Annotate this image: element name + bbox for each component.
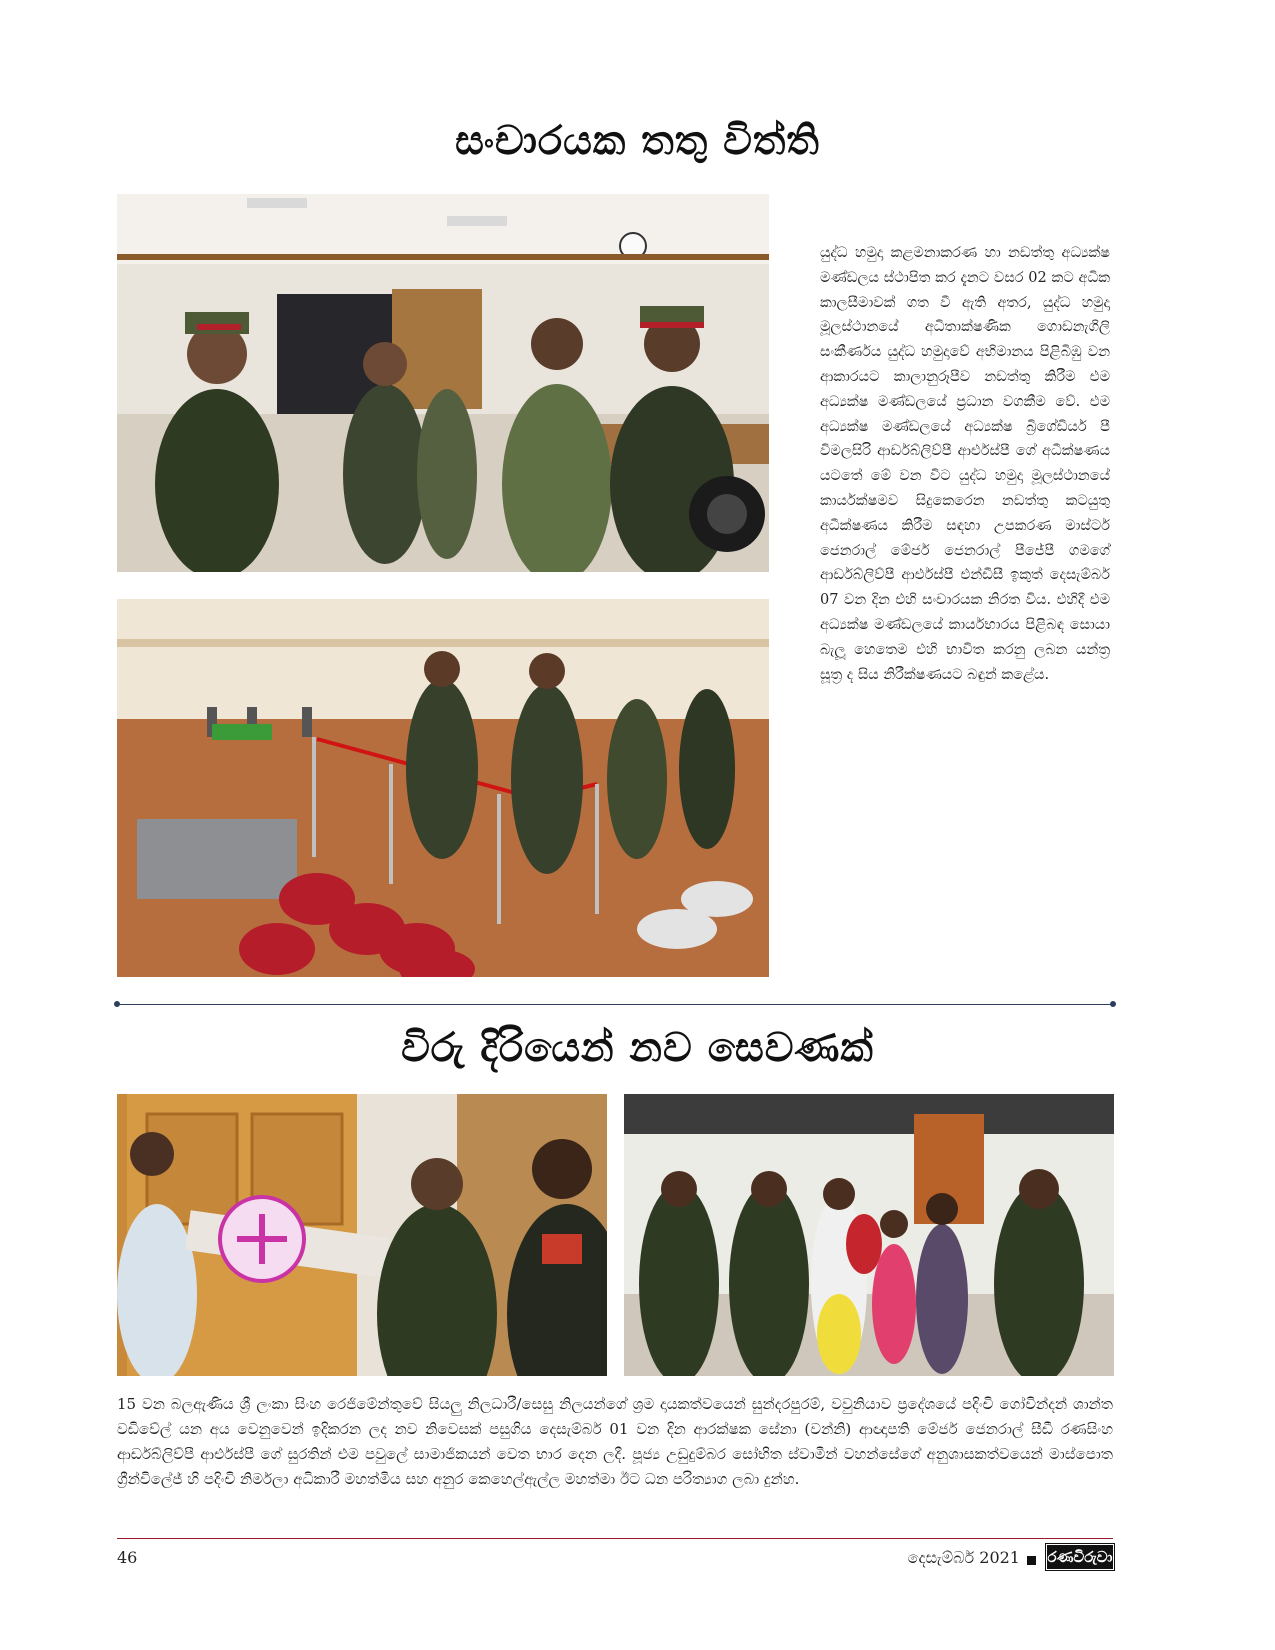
- issue-date: දෙසැම්බර් 2021: [907, 1548, 1020, 1567]
- magazine-logo: රණවිරුවා: [1045, 1543, 1115, 1571]
- photo-office-inspection: [117, 194, 769, 572]
- photo-house-handover-group: [624, 1094, 1114, 1376]
- divider-dot-left: [114, 1001, 120, 1007]
- page-number: 46: [117, 1548, 138, 1567]
- article-body-viru-diriyen: 15 වන බලඇණිය ශ්‍රී ලංකා සිංහ රෙජිමේන්තුවේ සියලු නිලධාරී/සෙසු නිලයන්ගේ ශ්‍රම දායකත්වයෙන් සුන්දරපුරම්, වවුනියාව ප්‍රදේශයේ පදිංචි ගෝවින්දන් ශාන්ත වඩිවේල් යන අය වෙනුවෙන් ඉදිකරන ලද නව නිවෙසක් පසුගිය දෙසැම්බර් 01 වන දින ආරක්ෂක සේනා (වන්නි) ආඥාපති මේජර් ජෙනරාල් සීඩී රණසිංහ ආර්ඩබ්ලිව්පී ආර්එස්පී ගේ සුරතින් එම පවුලේ සාමාජිකයන් වෙත භාර දෙන ලදී. පූජ්‍ය උඩුදුම්බර සෝභිත ස්වාමීන් වහන්සේගේ අනුශාසකත්වයෙන් මාස්පොත ග්‍රීන්විලේජ් හි පදිංචි නිර්මලා අධිකාරී මහත්මිය සහ අනුර කෙහෙල්ඇල්ල මහත්මා ඊට ධන පරිත්‍යාග ලබා දුන්හ.: [117, 1395, 1113, 1488]
- divider-dot-right: [1110, 1001, 1116, 1007]
- article-body-sanchaarayaka: යුද්ධ හමුදා කළමනාකරණ හා නඩත්තු අධ්‍යක්ෂ මණ්ඩලය ස්ථාපිත කර දැනට වසර 02 කට අධික කාලසීමාවක් ගත වී ඇති අතර, යුද්ධ හමුදා මූලස්ථානයේ අධිතාක්ෂණික ගොඩනැගිලි සංකීර්ණය යුද්ධ හමුදාවේ අභිමානය පිළිබිඹු වන ආකාරයට කාලානුරූපීව නඩත්තු කිරීම එම අධ්‍යක්ෂ මණ්ඩලයේ ප්‍රධාන වගකීම වේ. එම අධ්‍යක්ෂ මණ්ඩලයේ අධ්‍යක්ෂ බ්‍රිගේඩියර් පී විමලසිරි ආර්ඩබ්ලිව්පී ආර්එස්පී ගේ අධීක්ෂණය යටතේ මේ වන විට යුද්ධ හමුදා මූලස්ථානයේ කාර්යක්ෂමව සිදුකෙරෙන නඩත්තු කටයුතු අධීක්ෂණය කිරීම සඳහා උපකරණ මාස්ටර් ජෙනරාල් මේජර් ජෙනරාල් පීජේපී ගමගේ ආර්ඩබ්ලිව්පී ආර්එස්පී එන්ඩීසී ඉකුත් දෙසැම්බර් 07 වන දින එහි සංචාරයක නිරත විය. එහිදී එම අධ්‍යක්ෂ මණ්ඩලයේ කාර්යභාරය පිළිබඳ සොයා බැලූ හෙතෙම එහි භාවිත කරනු ලබන යන්ත්‍ර සූත්‍ර ද සිය නිරීක්ෂණයට බඳුන් කළේය.: [820, 245, 1110, 683]
- photo-equipment-display: [117, 599, 769, 977]
- photo-key-handover: [117, 1094, 607, 1376]
- footer-separator-square: [1027, 1556, 1036, 1565]
- headline-viru-diriyen: විරු දිරියෙන් නව සෙවණක්: [401, 1025, 874, 1071]
- footer-rule: [117, 1538, 1113, 1539]
- headline-sanchaarayaka: සංචාරයක තතු විත්ති: [455, 118, 820, 164]
- section-divider: [117, 1004, 1113, 1005]
